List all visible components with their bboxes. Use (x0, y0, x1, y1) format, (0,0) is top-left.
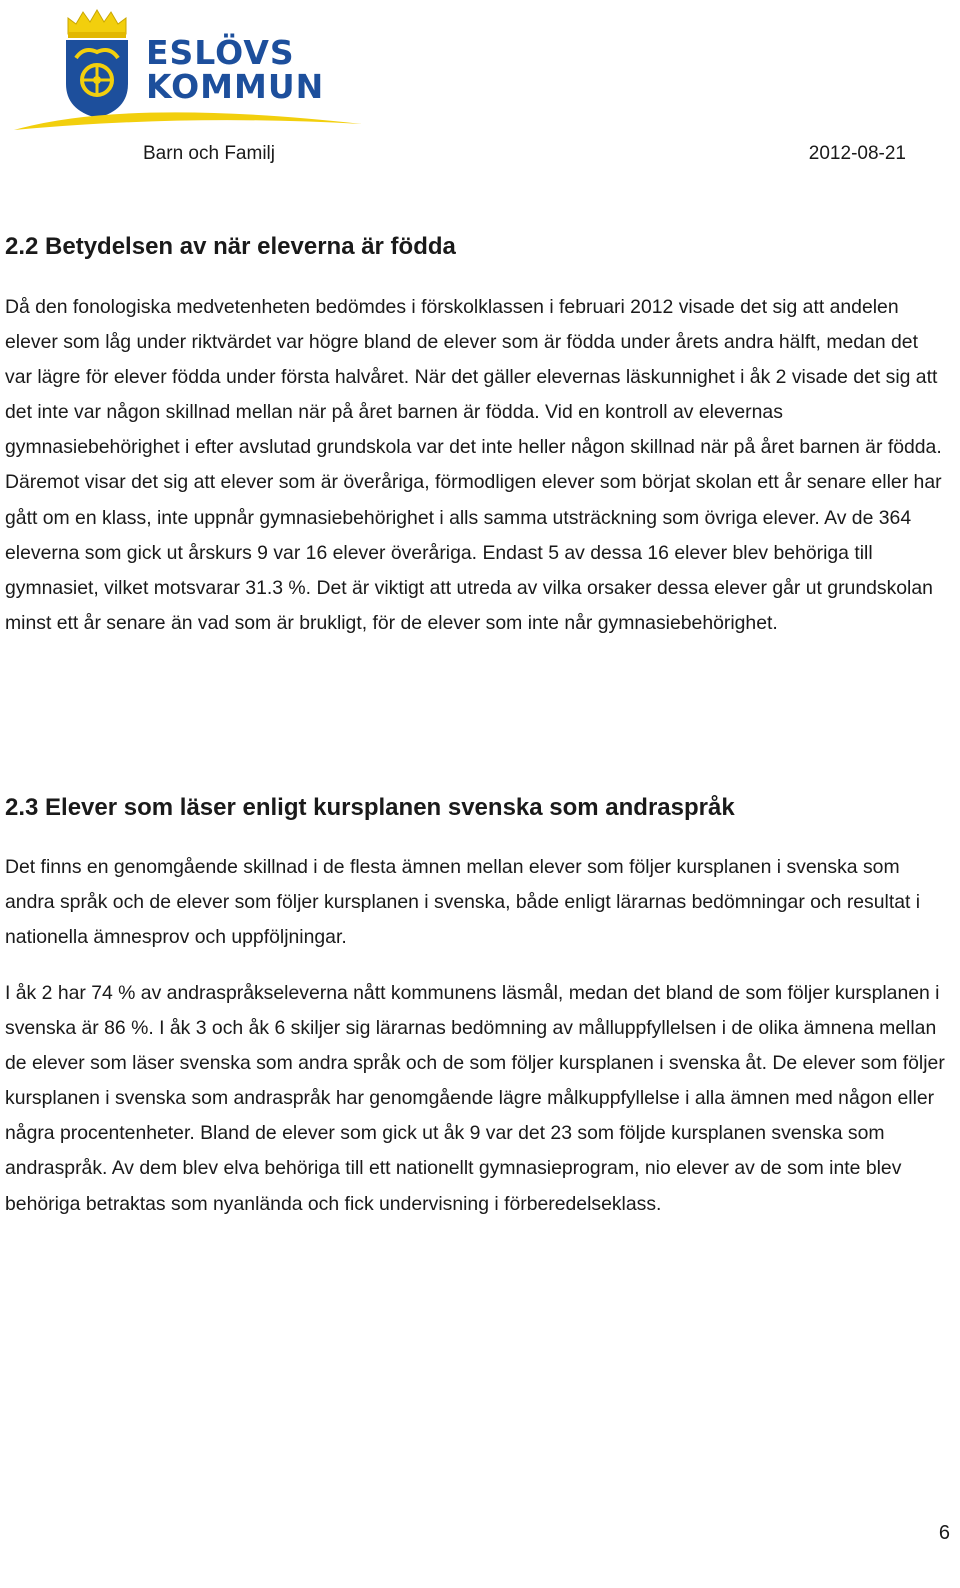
header-date: 2012-08-21 (808, 143, 906, 164)
section-2-3-paragraph-1-wrap (5, 850, 950, 955)
page-number: 6 (938, 1522, 950, 1544)
section-2-2-heading: 2.2 Betydelsen av när eleverna är födda (5, 233, 456, 260)
section-2-3-paragraph-2-wrap (5, 976, 950, 1222)
section-2-3-paragraph-1: Det finns en genomgående skillnad i de flesta ämnen mellan elever som följer kursplanen i svenska som andra språk och de elever som följer kursplanen i svenska, både enligt lärarnas bedömningar och resultat i nationella ämnesprov och uppföljningar. (5, 856, 921, 949)
section-2-2-body-wrap (5, 290, 950, 641)
header-department: Barn och Familj (143, 143, 275, 164)
eslovs-kommun-logo (6, 6, 366, 130)
section-2-2-heading-wrap (5, 232, 950, 262)
logo-text-line2: KOMMUN (146, 67, 325, 106)
section-2-3-heading-wrap (5, 793, 950, 823)
logo-text-line1: ESLÖVS (146, 33, 295, 72)
section-2-3-paragraph-2: I åk 2 har 74 % av andraspråkseleverna nått kommunens läsmål, medan det bland de som följer kursplanen i svenska är 86 %. I åk 3 och åk 6 skiljer sig lärarnas bedömning av målluppfyllelsen i de olika ämnena mellan de elever som läser svenska som andra språk och de som följer kursplanen i svenska åt. De elever som följer kursplanen i svenska som andraspråk har genomgående lägre målkuppfyllelse i alla ämnen med någon eller några procentenheter. Bland de elever som gick ut åk 9 var det 23 som följde kursplanen svenska som andraspråk. Av dem blev elva behöriga till ett nationellt gymnasieprogram, nio elever av de som inte blev behöriga betraktas som nyanlända och fick undervisning i förberedelseklass. (5, 982, 945, 1215)
section-2-2-paragraph: Då den fonologiska medvetenheten bedömdes i förskolklassen i februari 2012 visade det sig att andelen elever som låg under riktvärdet var högre bland de elever som är födda under årets andra hälft, medan det var lägre för elever födda under första halvåret. När det gäller elevernas läskunnighet i åk 2 visade det sig att det inte var någon skillnad mellan när på året barnen är födda. Vid en kontroll av elevernas gymnasiebehörighet i efter avslutad grundskola var det inte heller någon skillnad när på året barnen är födda. Däremot visar det sig att elever som är överåriga, förmodligen elever som börjat skolan ett år senare eller har gått om en klass, inte uppnår gymnasiebehörighet i alls samma utsträckning som övriga elever. Av de 364 eleverna som gick ut årskurs 9 var 16 elever överåriga. Endast 5 av dessa 16 elever blev behöriga till gymnasiet, vilket motsvarar 31.3 %. Det är viktigt att utreda av vilka orsaker dessa elever går ut grundskolan minst ett år senare än vad som är brukligt, för de elever som inte når gymnasiebehörighet. (5, 296, 942, 634)
section-2-3-heading: 2.3 Elever som läser enligt kursplanen svenska som andraspråk (5, 794, 735, 821)
